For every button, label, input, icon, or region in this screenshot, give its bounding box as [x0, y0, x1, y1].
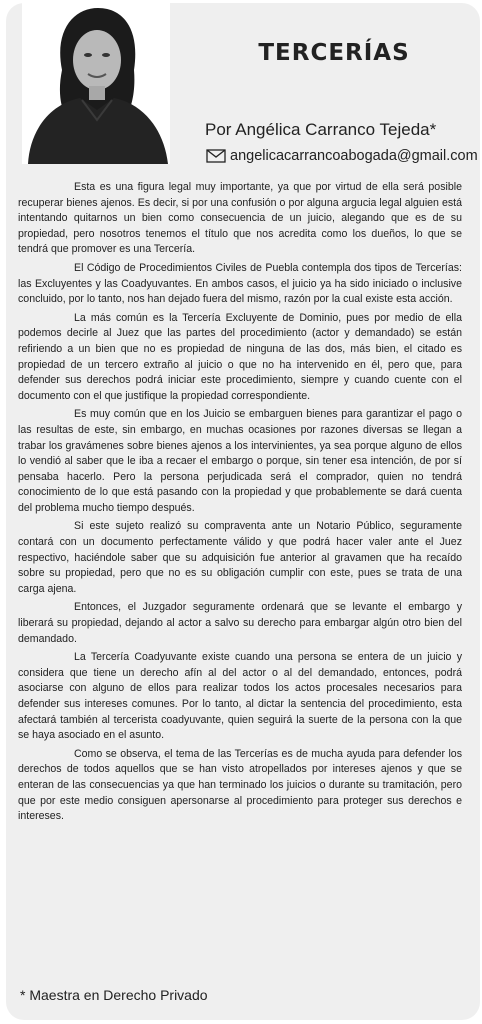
paragraph: Es muy común que en los Juicio se embarguen bienes para garantizar el pago o las resultas de este, sin embargo, en muchas ocasiones por razones diversas se llegan a trabar los gravámenes sobre bienes ajenos a los intervinientes, ya sea porque alguno de ellos lo vendió al saber que le iba a recaer el embargo o porque, sin tener esa intención, de por sí pensaba hacerlo. Pero la persona perjudicada será el comprador, quien no tendrá conocimiento de lo que está pasando con la propiedad y que probablemente se dará cuenta del problema mucho tiempo después. [18, 408, 462, 514]
email-text[interactable]: angelicacarrancoabogada@gmail.com [230, 148, 478, 164]
author-email[interactable] [206, 146, 476, 166]
author-footnote: * Maestra en Derecho Privado [20, 987, 208, 1003]
author-photo [22, 0, 170, 164]
paragraph: Si este sujeto realizó su compraventa ante un Notario Público, seguramente contará con un documento perfectamente válido y que podrá hacer valer ante el Juez respectivo, haciéndole saber que su adquisición fue anterior al gravamen que ha recaído sobre su propiedad, pero que no es su obligación cumplir con este, pues se trata de una carga ajena. [18, 520, 462, 595]
envelope-icon [206, 149, 226, 163]
paragraph: La Tercería Coadyuvante existe cuando una persona se entera de un juicio y considera que tiene un derecho afín al del actor o al del demandado, entonces, podrá asociarse con alguno de ellos para realizar todos los actos procesales necesarios para defender sus intereses comunes. Por lo tanto, al dictar la sentencia del procedimiento, esta afectará también al tercerista coadyuvante, quien seguirá la suerte de la persona con la que se haya asociado en el asunto. [18, 651, 462, 742]
paragraph: El Código de Procedimientos Civiles de Puebla contempla dos tipos de Tercerías: las Excluyentes y las Coadyuvantes. En ambos casos, el juicio ya ha sido iniciado o inclusive concluido, por lo tanto, nos han dejado fuera del mismo, razón por la cual existe esta acción. [18, 261, 462, 306]
paragraph: Esta es una figura legal muy importante, ya que por virtud de ella será posible recuperar bienes ajenos. Es decir, si por una confusión o por alguna argucia legal alguien está intentando quitarnos un bien como consecuencia de un juicio, alegando que es de su propiedad, pero nosotros tenemos el título que nos acredita como los dueños, lo que se tendrá que promover es una Tercería. [18, 181, 462, 256]
article-title: TERCERÍAS [258, 40, 410, 66]
paragraph: Como se observa, el tema de las Tercerías es de mucha ayuda para defender los derechos de todos aquellos que se han visto atropellados por intereses ajenos y que se enteran de las consecuencias ya que han terminado los juicios o durante su tramitación, pero que por este medio consiguen apersonarse al procedimiento para proteger sus derechos e intereses. [18, 747, 462, 823]
paragraph: Entonces, el Juzgador seguramente ordenará que se levante el embargo y liberará su propiedad, dejando al actor a salvo su derecho para embargar algún otro bien del demandado. [18, 601, 462, 645]
article-body [18, 180, 462, 828]
author-byline: Por Angélica Carranco Tejeda* [205, 120, 437, 139]
paragraph: La más común es la Tercería Excluyente de Dominio, pues por medio de ella podemos decirle al Juez que las partes del procedimiento (actor y demandado) se están refiriendo a un bien que no es propiedad de ninguna de las dos, más bien, el citado es propiedad de un tercero extraño al juicio o que no ha intervenido en él, pero que, para defender sus derechos podrá iniciar este procedimiento, siempre y cuando cuente con el documento con el que justifique la propiedad correspondiente. [18, 311, 462, 402]
